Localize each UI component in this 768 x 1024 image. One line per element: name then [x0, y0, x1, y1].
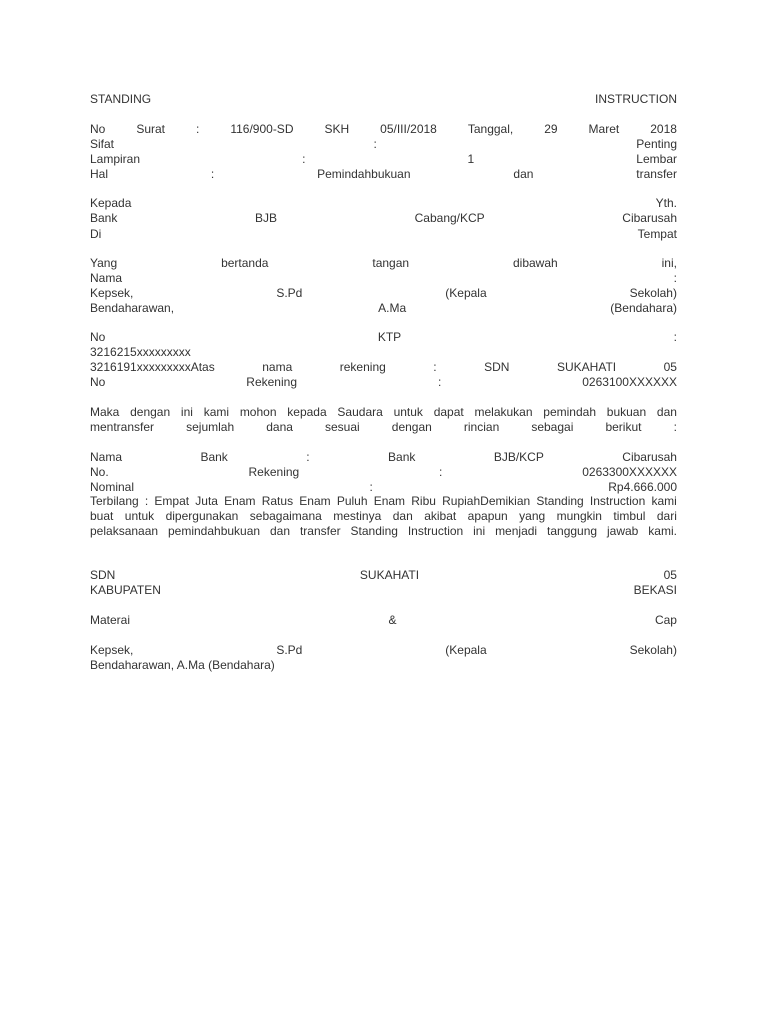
- word: berikut: [605, 420, 642, 434]
- word: :: [673, 420, 677, 434]
- word: (Bendahara): [610, 301, 677, 315]
- request-line-1: [90, 405, 677, 420]
- word: No.: [90, 465, 109, 479]
- word: dan: [392, 509, 413, 523]
- word: Lampiran: [90, 152, 141, 166]
- word: 1: [467, 152, 475, 166]
- word: Enam: [299, 494, 331, 508]
- word: A.Ma: [378, 301, 407, 315]
- word: pemindah: [543, 405, 596, 419]
- bank-line: [90, 211, 677, 226]
- closing-sdn-line: [90, 568, 677, 583]
- word: Rekening: [248, 465, 300, 479]
- word: tanggung: [547, 524, 598, 538]
- word: SDN: [90, 568, 116, 582]
- word: kami.: [648, 524, 677, 538]
- word: Ribu: [411, 494, 436, 508]
- word: 05: [663, 568, 677, 582]
- word: S.Pd: [276, 643, 303, 657]
- word: tangan: [372, 256, 410, 270]
- request-line-2: [90, 420, 677, 435]
- paragraph-text: [90, 524, 677, 539]
- word: Bank: [200, 450, 228, 464]
- word: :: [369, 480, 373, 494]
- word: :: [673, 271, 677, 285]
- no-rekening-line: [90, 375, 677, 390]
- word: nama: [262, 360, 293, 374]
- word: Tanggal,: [467, 122, 514, 136]
- word: No: [90, 122, 106, 136]
- word: BEKASI: [633, 583, 677, 597]
- kepada-line: [90, 196, 677, 211]
- word: Sifat: [90, 137, 115, 151]
- materai-line: [90, 613, 677, 628]
- word: Penting: [636, 137, 677, 151]
- word: untuk: [124, 509, 155, 523]
- word: Enam: [224, 494, 256, 508]
- word: kepada: [287, 405, 327, 419]
- word: Kepsek,: [90, 643, 134, 657]
- word: Rekening: [246, 375, 297, 389]
- word: sejumlah: [186, 420, 235, 434]
- no-ktp-line: [90, 330, 677, 345]
- word: dengan: [391, 420, 432, 434]
- word: No: [90, 375, 106, 389]
- word: 05: [663, 360, 677, 374]
- closing-kabupaten-line: [90, 583, 677, 598]
- word: dan: [513, 167, 534, 181]
- word: dipergunakan: [165, 509, 239, 523]
- word: mestinya: [333, 509, 382, 523]
- word: 2018: [650, 122, 677, 136]
- word: Cap: [654, 613, 677, 627]
- word: Bendaharawan, A.Ma (Bendahara): [90, 658, 275, 672]
- detail-no-rekening-line: [90, 465, 677, 480]
- nama-bank-line: [90, 450, 677, 465]
- di-line: [90, 227, 677, 242]
- word: 29: [544, 122, 558, 136]
- word: 0263100XXXXXX: [582, 375, 677, 389]
- word: Enam: [373, 494, 406, 508]
- word: :: [144, 494, 149, 508]
- word: :: [302, 152, 306, 166]
- word: BJB/KCP: [493, 450, 544, 464]
- word: Instruction: [407, 524, 464, 538]
- word: 3216215xxxxxxxxx: [90, 345, 191, 359]
- letter-title: [90, 92, 677, 107]
- word: :: [439, 465, 443, 479]
- word: Nama: [90, 271, 123, 285]
- atas-nama-line: [90, 360, 677, 375]
- word: Nama: [90, 450, 123, 464]
- word: Sekolah): [629, 643, 677, 657]
- bendahara-line: [90, 301, 677, 316]
- word: dan: [269, 524, 291, 538]
- word: mentransfer: [90, 420, 155, 434]
- kepsek-line: [90, 286, 677, 301]
- word: Terbilang: [90, 494, 139, 508]
- terbilang-line-1: [90, 494, 677, 509]
- word: jawab: [607, 524, 639, 538]
- word: sesuai: [325, 420, 360, 434]
- word: Tempat: [637, 227, 677, 241]
- word: Instruction: [589, 494, 646, 508]
- word: :: [373, 137, 377, 151]
- word: 05/III/2018: [380, 122, 437, 136]
- terbilang-line-3: [90, 524, 677, 539]
- nominal-line: [90, 480, 677, 495]
- word: Yang: [90, 256, 118, 270]
- word: sebagai: [531, 420, 574, 434]
- word: :: [673, 330, 677, 344]
- word: Kepsek,: [90, 286, 134, 300]
- word: bertanda: [221, 256, 269, 270]
- word: untuk: [393, 405, 423, 419]
- title-word: STANDING: [90, 92, 152, 106]
- word: Sekolah): [629, 286, 677, 300]
- word: 0263300XXXXXX: [582, 465, 677, 479]
- word: Puluh: [336, 494, 368, 508]
- word: Bendaharawan,: [90, 301, 175, 315]
- word: akibat: [424, 509, 457, 523]
- word: KABUPATEN: [90, 583, 161, 597]
- word: pemindahbukuan: [167, 524, 261, 538]
- nama-line: [90, 271, 677, 286]
- word: buat: [90, 509, 114, 523]
- word: apapun: [467, 509, 508, 523]
- word: dan: [656, 405, 677, 419]
- word: &: [388, 613, 397, 627]
- word: Empat: [154, 494, 190, 508]
- word: :: [437, 375, 442, 389]
- paragraph-text: [90, 494, 677, 509]
- word: Saudara: [337, 405, 383, 419]
- word: menjadi: [495, 524, 538, 538]
- word: Pemindahbukuan: [317, 167, 411, 181]
- word: Juta: [195, 494, 218, 508]
- word: SDN: [484, 360, 510, 374]
- title-word: INSTRUCTION: [595, 92, 677, 106]
- word: SUKAHATI: [359, 568, 420, 582]
- word: RupiahDemikian: [442, 494, 531, 508]
- word: Materai: [90, 613, 131, 627]
- sifat-line: [90, 137, 677, 152]
- word: 116/900-SD: [230, 122, 294, 136]
- word: SUKAHATI: [556, 360, 617, 374]
- word: (Kepala: [445, 643, 487, 657]
- word: dibawah: [512, 256, 558, 270]
- word: pelaksanaan: [90, 524, 159, 538]
- word: yang: [519, 509, 546, 523]
- word: Rp4.666.000: [608, 480, 677, 494]
- word: mungkin: [556, 509, 602, 523]
- word: Cabang/KCP: [414, 211, 485, 225]
- word: melakukan: [474, 405, 533, 419]
- word: KTP: [377, 330, 402, 344]
- paragraph-text: [90, 405, 677, 420]
- ktp-number-line: [90, 345, 677, 360]
- word: No: [90, 330, 106, 344]
- word: Nominal: [90, 480, 135, 494]
- no-surat-line: [90, 122, 677, 137]
- word: Bank: [388, 450, 416, 464]
- word: Standing: [536, 494, 584, 508]
- word: Di: [90, 227, 102, 241]
- word: Hal: [90, 167, 109, 181]
- word: transfer: [299, 524, 341, 538]
- word: Surat: [136, 122, 166, 136]
- word: dapat: [433, 405, 464, 419]
- word: :: [210, 167, 215, 181]
- word: :: [306, 450, 310, 464]
- word: timbul: [613, 509, 646, 523]
- word: transfer: [636, 167, 677, 181]
- word: rincian: [463, 420, 500, 434]
- word: :: [433, 360, 437, 374]
- closing-bendahara-line: [90, 658, 677, 673]
- word: Ratus: [261, 494, 294, 508]
- word: Maka: [90, 405, 120, 419]
- lampiran-line: [90, 152, 677, 167]
- hal-line: [90, 167, 677, 182]
- terbilang-line-2: [90, 509, 677, 524]
- word: mohon: [239, 405, 277, 419]
- word: Cibarusah: [622, 211, 677, 225]
- word: SKH: [324, 122, 350, 136]
- word: 3216191xxxxxxxxxAtas: [90, 360, 215, 374]
- word: bukuan: [606, 405, 647, 419]
- word: Lembar: [636, 152, 677, 166]
- word: dana: [266, 420, 293, 434]
- word: Yth.: [655, 196, 677, 210]
- word: ini: [473, 524, 486, 538]
- closing-kepsek-line: [90, 643, 677, 658]
- word: kami: [651, 494, 677, 508]
- paragraph-text: [90, 509, 677, 524]
- word: (Kepala: [445, 286, 487, 300]
- word: :: [196, 122, 200, 136]
- word: rekening: [339, 360, 386, 374]
- word: sebagaimana: [249, 509, 322, 523]
- yang-line: [90, 256, 677, 271]
- word: dari: [656, 509, 677, 523]
- word: Bank: [90, 211, 118, 225]
- word: ini: [180, 405, 193, 419]
- word: dengan: [130, 405, 171, 419]
- word: Cibarusah: [622, 450, 677, 464]
- word: BJB: [254, 211, 277, 225]
- word: Kepada: [90, 196, 132, 210]
- word: S.Pd: [276, 286, 303, 300]
- word: Standing: [350, 524, 398, 538]
- word: kami: [203, 405, 230, 419]
- word: ini,: [661, 256, 677, 270]
- word: Maret: [588, 122, 620, 136]
